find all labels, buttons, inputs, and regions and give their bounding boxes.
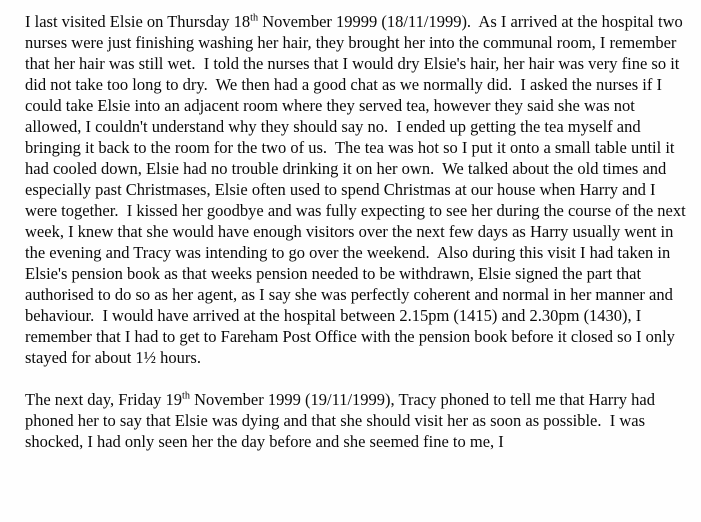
paragraph [25, 389, 687, 452]
paragraph-text: November 19999 (18/11/1999). As I arrived at the hospital two nurses were just finishing washing her hair, they brought her into the communal room, I remember that her hair was still wet. I told the nurses that I would dry Elsie's hair, her hair was very fine so it did not take too long to dry. We then had a good chat as we normally did. I asked the nurses if I could take Elsie into an adjacent room where they served tea, however they said she was not allowed, I couldn't understand why they should say no. I ended up getting the tea myself and bringing it back to the room for the two of us. The tea was hot so I put it onto a small table until it had cooled down, Elsie had no trouble drinking it on her own. We talked about the old times and especially past Christmases, Elsie often used to spend Christmas at our house when Harry and I were together. I kissed her goodbye and was fully expecting to see her during the course of the next week, I knew that she would have enough visitors over the next few days as Harry usually went in the evening and Tracy was intending to go over the weekend. Also during this visit I had taken in Elsie's pension book as that weeks pension needed to be withdrawn, Elsie signed the part that authorised to do so as her agent, as I say she was perfectly coherent and normal in her manner and behaviour. I would have arrived at the hospital between 2.15pm (1415) and 2.30pm (1430), I remember that I had to get to Fareham Post Office with the pension book before it closed so I only stayed for about 1½ hours. [25, 12, 690, 367]
ordinal-superscript: th [182, 390, 190, 402]
paragraph-text: November 1999 (19/11/1999), Tracy phoned to tell me that Harry had phoned her to say that Elsie was dying and that she should visit her as soon as possible. I was shocked, I had only seen her the day before and she seemed fine to me, I [25, 390, 660, 451]
ordinal-superscript: th [250, 12, 259, 24]
document-body [25, 11, 690, 452]
paragraph-text: I last visited Elsie on Thursday 18 [25, 12, 251, 31]
paragraph [25, 11, 690, 368]
paragraph-text: The next day, Friday 19 [25, 390, 183, 409]
